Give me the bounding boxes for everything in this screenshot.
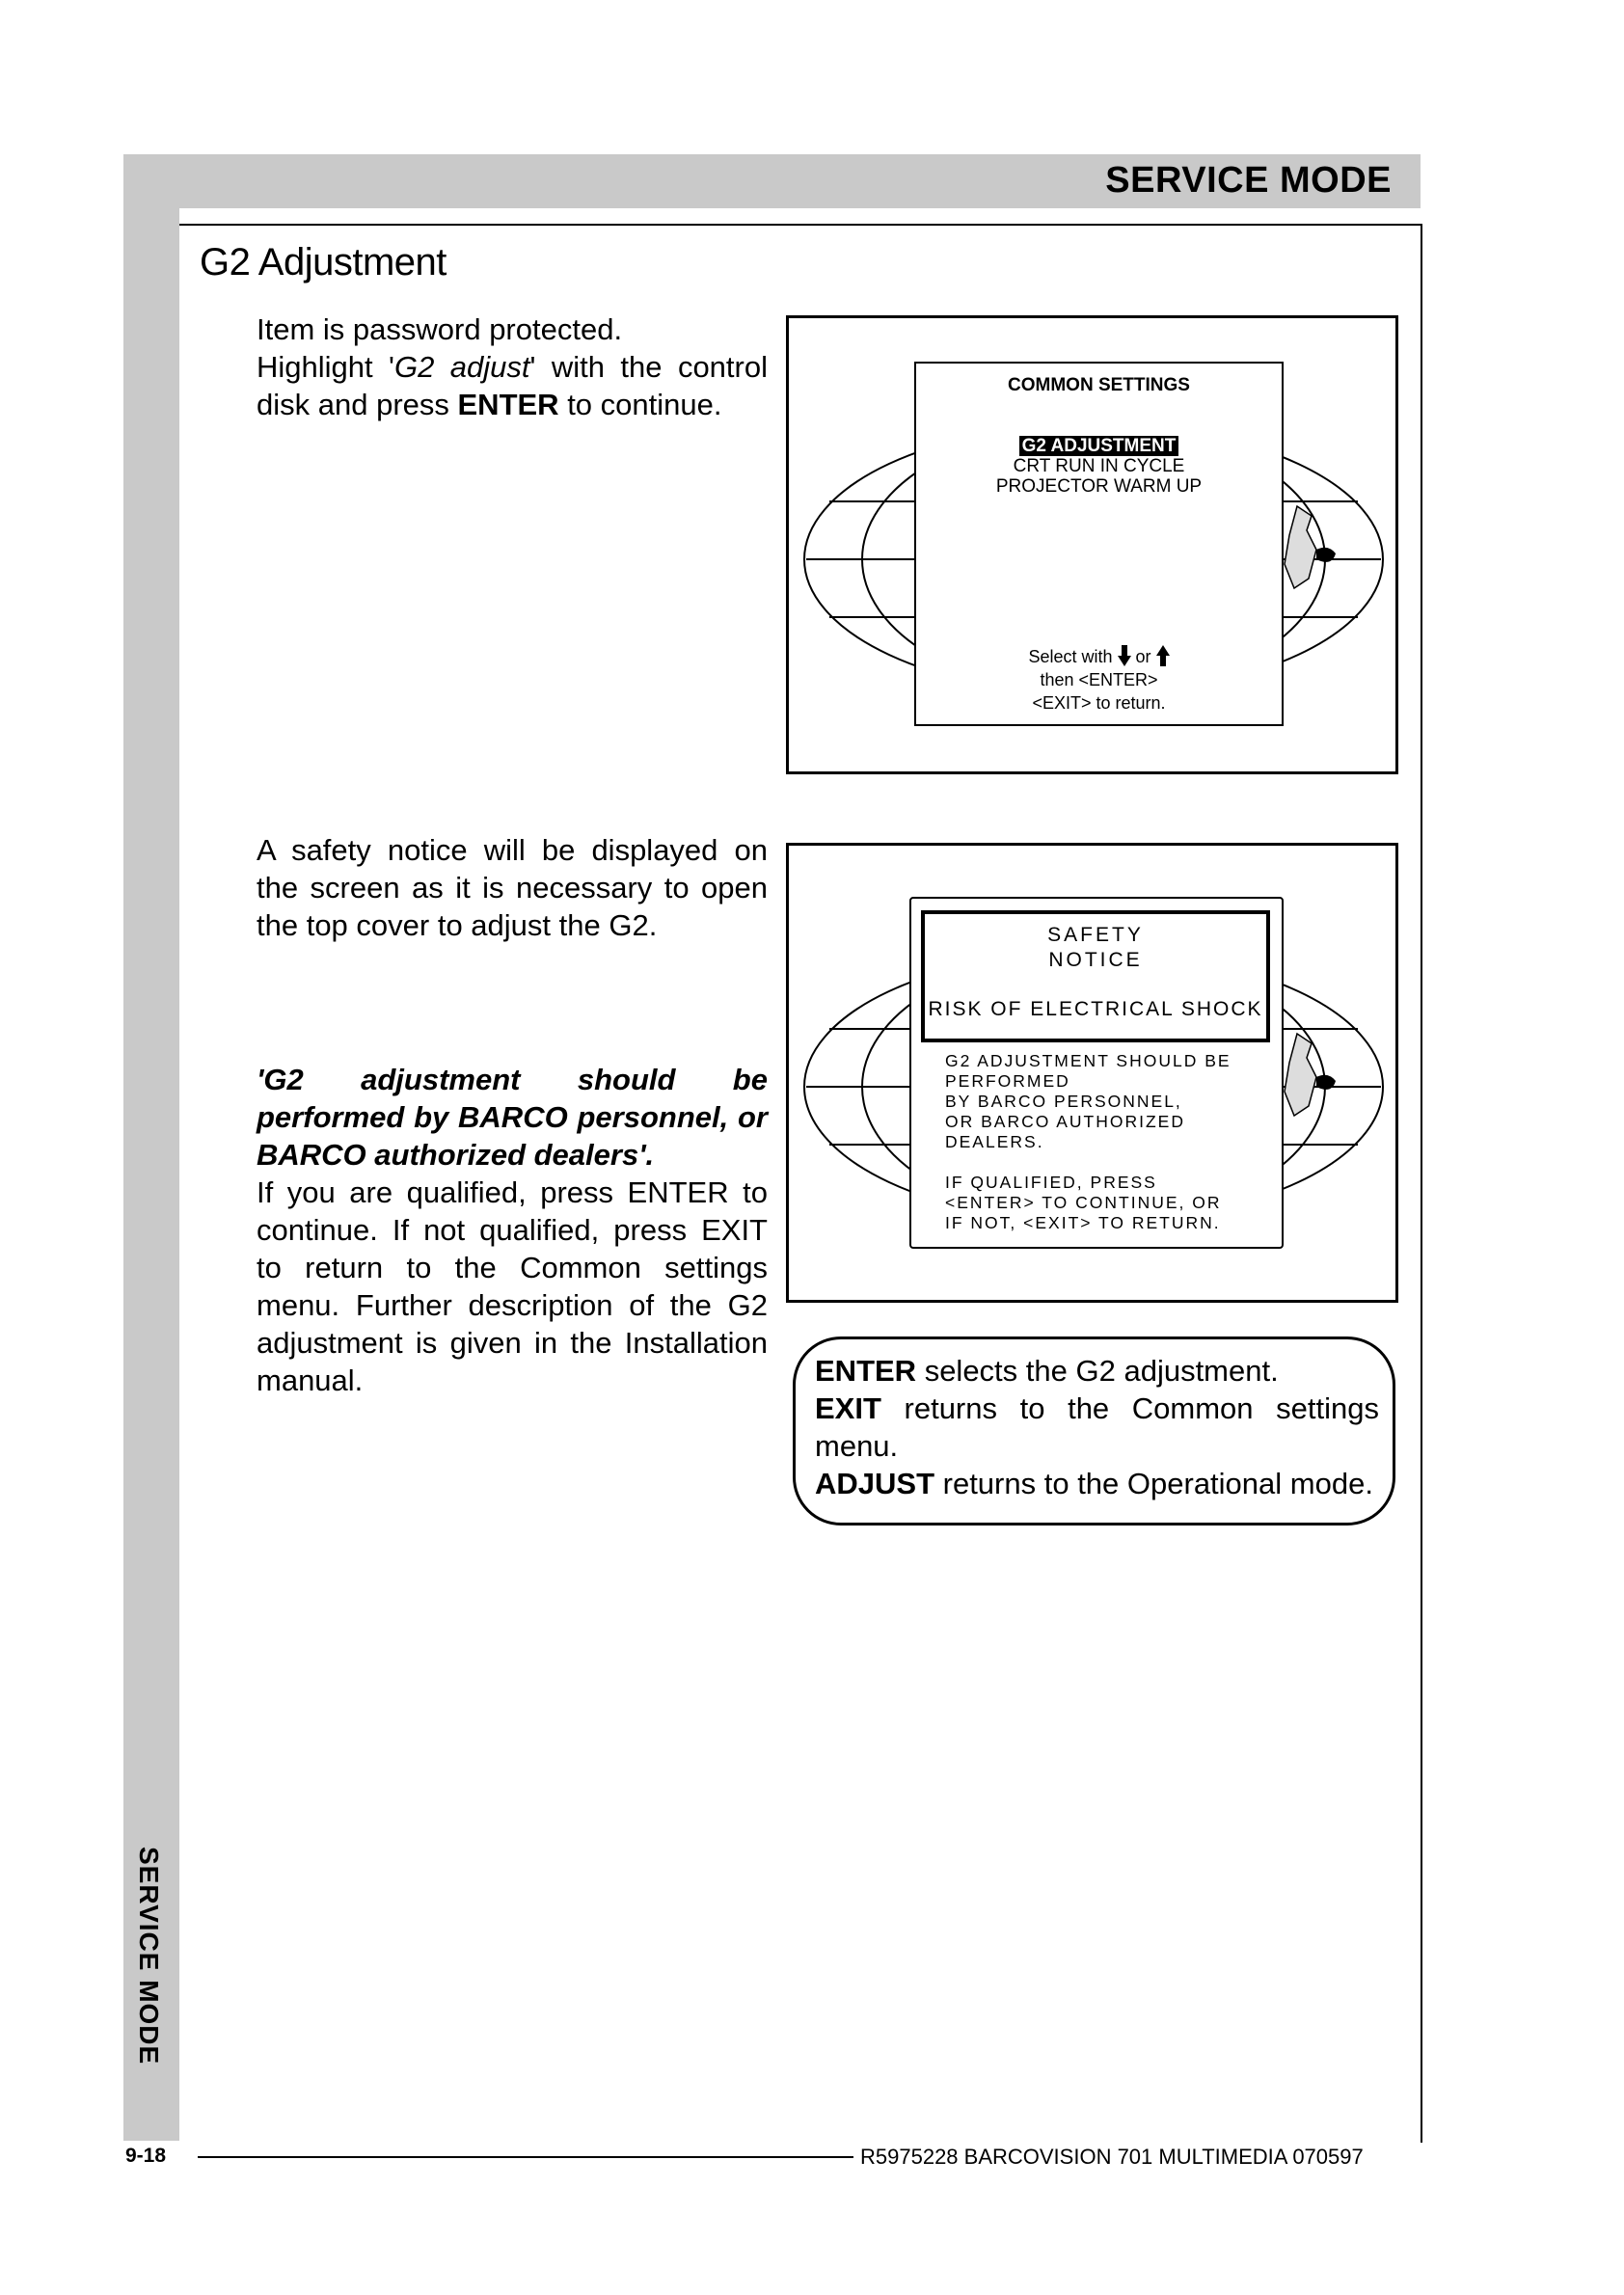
footer-doc-id: R5975228 BARCOVISION 701 MULTIMEDIA 070597 (860, 2145, 1364, 2169)
notice-body-line: BY BARCO PERSONNEL, (945, 1092, 1182, 1111)
header-rule (179, 224, 1422, 226)
section-title: G2 Adjustment (200, 241, 447, 284)
key-exit-text: returns to the Common settings menu. (815, 1391, 1379, 1463)
paragraph-qualified: If you are qualified, press ENTER to continue. If not qualified, press EXIT to return to the Common settings menu. Further description of the G2 adjustment is given in the Installation manual. (257, 1175, 768, 1397)
paragraph-password (257, 310, 768, 423)
notice-body-line: IF QUALIFIED, PRESS (945, 1173, 1157, 1192)
notice-notice: NOTICE (1048, 949, 1143, 971)
notice-body-line: PERFORMED (945, 1071, 1070, 1091)
menu-items (916, 436, 1282, 497)
side-label: SERVICE MODE (134, 1847, 164, 2066)
screen-safety-notice (786, 843, 1398, 1303)
notice-body-line: IF NOT, <EXIT> TO RETURN. (945, 1213, 1221, 1232)
key-enter: ENTER (815, 1354, 917, 1388)
notice-body-line: DEALERS. (945, 1132, 1044, 1151)
right-rule (1421, 224, 1422, 2143)
menu-help (916, 645, 1282, 715)
safety-notice-dialog (909, 897, 1284, 1249)
para1-bold: ENTER (457, 388, 559, 421)
key-adjust-line (815, 1465, 1379, 1502)
footer-page-number: 9-18 (125, 2145, 167, 2167)
help-exit: <EXIT> to return. (1032, 693, 1166, 713)
key-enter-line (815, 1352, 1379, 1390)
header-title: SERVICE MODE (1105, 160, 1392, 201)
key-legend (793, 1336, 1395, 1526)
menu-title: COMMON SETTINGS (1008, 375, 1190, 395)
header-bar (123, 154, 1421, 208)
notice-safety: SAFETY (1047, 924, 1144, 946)
arrow-up-icon (1156, 645, 1170, 666)
menu-item-projector-warm-up[interactable]: PROJECTOR WARM UP (995, 476, 1203, 497)
para1-post: to continue. (558, 388, 722, 421)
notice-body-line: G2 ADJUSTMENT SHOULD BE (945, 1051, 1232, 1070)
menu-common-settings (914, 362, 1284, 726)
menu-item-g2-adjustment[interactable]: G2 ADJUSTMENT (1019, 436, 1179, 456)
key-adjust: ADJUST (815, 1467, 935, 1500)
help-select: Select with (1028, 647, 1113, 666)
para1-mid: ' with the control disk and press (257, 350, 768, 421)
para1-italic: G2 adjust (393, 350, 530, 384)
para1-line1: Item is password protected. (257, 312, 623, 346)
notice-body (945, 1051, 1232, 1233)
notice-header (921, 910, 1270, 1042)
key-enter-text: selects the G2 adjustment. (916, 1354, 1279, 1388)
side-band (123, 154, 179, 2141)
paragraph-safety: A safety notice will be displayed on the screen as it is necessary to open the top cover to adjust the G2. (257, 833, 768, 942)
notice-body-line: OR BARCO AUTHORIZED (945, 1112, 1185, 1131)
screen-common-settings (786, 315, 1398, 774)
help-enter: then <ENTER> (1040, 670, 1158, 689)
notice-body-line (945, 1152, 1232, 1173)
arrow-down-icon (1118, 645, 1131, 666)
key-adjust-text: returns to the Operational mode. (934, 1467, 1373, 1500)
help-or: or (1135, 647, 1151, 666)
key-exit-line (815, 1390, 1379, 1465)
paragraph-warning: 'G2 adjustment should be performed by BARCO personnel, or BARCO authorized dealers'. (257, 1063, 768, 1172)
footer-rule (198, 2156, 853, 2158)
key-exit: EXIT (815, 1391, 881, 1425)
para1-pre: Highlight ' (257, 350, 394, 384)
notice-body-line: <ENTER> TO CONTINUE, OR (945, 1193, 1222, 1212)
menu-item-crt-run-in-cycle[interactable]: CRT RUN IN CYCLE (1013, 456, 1185, 476)
notice-risk: RISK OF ELECTRICAL SHOCK (928, 998, 1263, 1020)
